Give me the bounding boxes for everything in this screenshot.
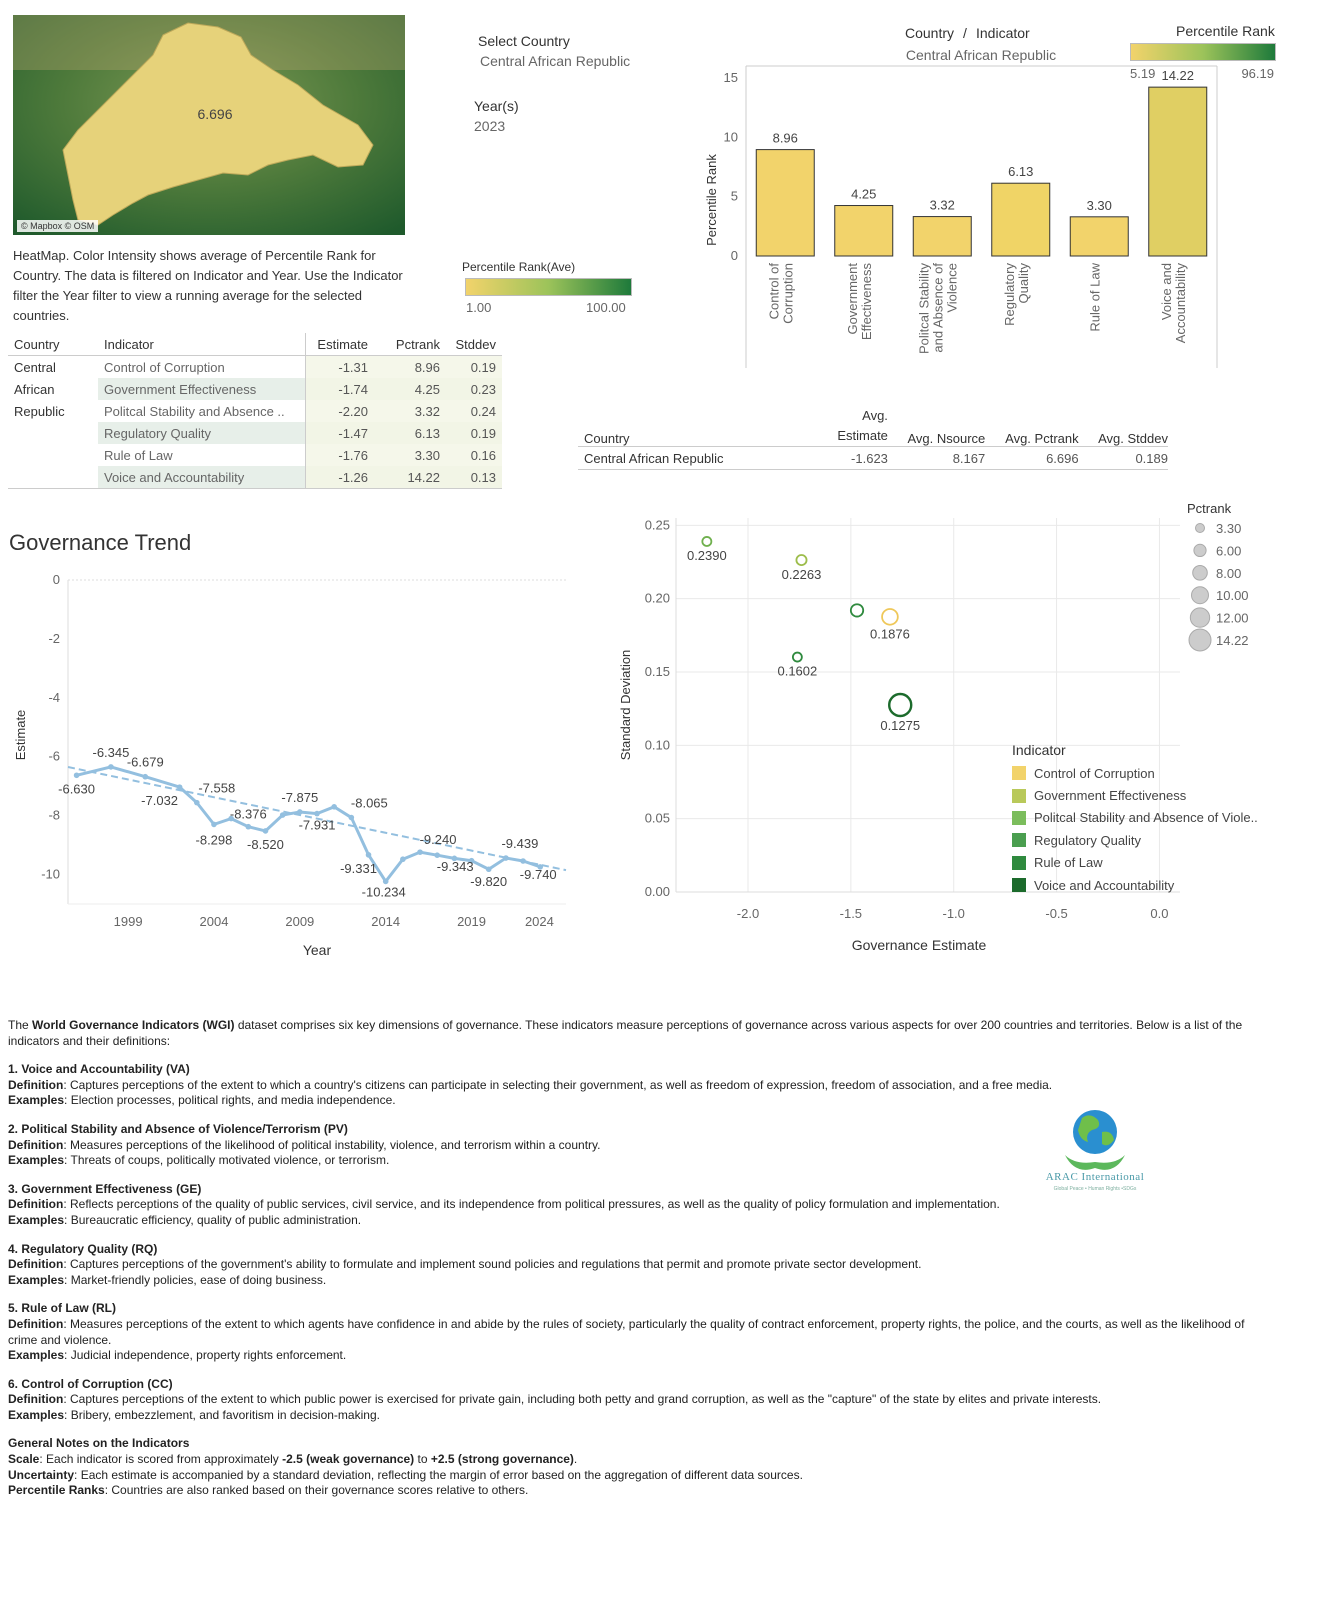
y-tick-label: 0.20 [644, 590, 670, 606]
stddev-cell: 0.13 [446, 466, 502, 489]
country-cell: Republic [14, 403, 65, 419]
y-tick-label: 5 [730, 188, 738, 204]
data-point[interactable] [280, 812, 286, 818]
country-filter-value[interactable]: Central African Republic [480, 53, 631, 69]
summary-pctrank: 6.696 [1046, 450, 1079, 466]
logo-tagline: Global Peace • Human Rights •SDGs [1053, 1186, 1137, 1192]
table-row[interactable] [8, 422, 502, 444]
legend-label: Voice and Accountability [1034, 877, 1175, 893]
x-tick-label: -1.0 [942, 906, 965, 921]
legend-label: Government Effectiveness [1034, 788, 1187, 804]
summary-row[interactable] [578, 447, 1168, 470]
bar-value-label: 3.32 [929, 197, 955, 213]
data-point[interactable] [297, 809, 303, 815]
estimate-cell: -1.76 [306, 444, 375, 466]
y-tick-label: 0.15 [644, 664, 670, 679]
data-label: -7.931 [298, 817, 336, 833]
x-tick-label: -0.5 [1045, 906, 1068, 921]
legend-swatch [1012, 878, 1026, 892]
estimate-cell: -1.47 [306, 422, 375, 444]
x-tick-label: 2019 [457, 914, 487, 929]
category-label: Voice and [1158, 263, 1174, 321]
y-tick-label: -8 [48, 807, 60, 823]
legend-item[interactable] [1012, 784, 1258, 806]
data-point[interactable] [74, 772, 80, 778]
y-tick-label: 10 [723, 129, 738, 145]
y-tick-label: -10 [41, 866, 60, 882]
country-filter-label: Select Country [478, 33, 570, 49]
summary-estimate: -1.623 [851, 450, 888, 466]
data-point[interactable] [400, 856, 406, 862]
data-label: -9.240 [419, 832, 457, 848]
data-point[interactable] [417, 849, 423, 855]
table-row[interactable] [8, 356, 502, 379]
size-legend-label: 6.00 [1216, 543, 1242, 559]
scale-note: Scale: Each indicator is scored from approximately -2.5 (weak governance) to +2.5 (strong governance). [8, 1452, 578, 1467]
legend-swatch [1012, 811, 1026, 825]
y-tick-label: 0.00 [644, 884, 670, 899]
table-header-row [8, 333, 502, 356]
data-point[interactable] [194, 800, 200, 806]
trend-xlabel: Year [302, 942, 332, 958]
size-legend-label: 3.30 [1216, 521, 1242, 536]
x-tick-label: 2014 [371, 914, 401, 929]
bar[interactable] [1070, 217, 1128, 256]
data-label: -9.439 [501, 836, 539, 852]
data-label: -7.032 [141, 793, 179, 809]
category-label: Government [844, 263, 860, 335]
data-point[interactable] [142, 774, 148, 780]
bar-ylabel: Percentile Rank [704, 154, 719, 246]
pctrank-cell: 4.25 [374, 378, 446, 400]
category-label: Corruption [780, 263, 796, 324]
table-row[interactable] [8, 444, 502, 466]
uncertainty-note: Uncertainty: Each estimate is accompanied by a standard deviation, reflecting the margin of error based on the aggregation of different data sources. [8, 1467, 803, 1482]
country-cell [8, 422, 98, 444]
bar-subheader: Central African Republic [905, 47, 1057, 63]
indicator-cell: Control of Corruption [104, 359, 225, 375]
y-tick-label: 0.10 [644, 737, 670, 753]
indicator-cell: Rule of Law [104, 447, 173, 463]
x-tick-label: -2.0 [736, 906, 760, 921]
scatter-ylabel: Standard Deviation [618, 649, 633, 761]
scatter-point[interactable] [702, 537, 711, 546]
heat-legend-max: 100.00 [586, 300, 626, 315]
data-label: -6.630 [58, 781, 96, 797]
percentile-note: Percentile Ranks: Countries are also ranked based on their governance scores relative to others. [8, 1483, 529, 1498]
trend-chart-panel [0, 560, 580, 970]
y-tick-label: 0.25 [644, 517, 670, 533]
category-label: Violence [944, 263, 960, 313]
data-point[interactable] [246, 824, 252, 830]
pctrank-cell: 8.96 [374, 356, 446, 379]
heat-legend-title: Percentile Rank(Ave) [462, 260, 576, 274]
category-label: Regulatory [1001, 263, 1017, 326]
y-tick-label: -4 [48, 689, 60, 705]
legend-item[interactable] [1012, 852, 1258, 874]
scatter-chart[interactable] [610, 500, 1310, 970]
summary-nsource: 8.167 [952, 450, 986, 466]
point-label: 0.1275 [880, 718, 921, 733]
legend-item[interactable] [1012, 829, 1258, 851]
size-legend-circle [1189, 629, 1211, 651]
category-label: Politcal Stability [916, 263, 932, 355]
indicator-cell: Politcal Stability and Absence .. [104, 403, 285, 419]
data-label: -9.740 [519, 866, 557, 882]
summary-country: Central African Republic [584, 450, 724, 466]
estimate-cell: -2.20 [306, 400, 375, 422]
country-cell [8, 444, 98, 466]
category-label: Effectiveness [858, 263, 874, 341]
y-tick-label: 0 [52, 572, 60, 587]
legend-swatch [1012, 856, 1026, 870]
pct-legend-max: 96.19 [1241, 66, 1274, 81]
scatter-point[interactable] [793, 653, 802, 662]
summary-table [578, 410, 1168, 470]
point-label: 0.2390 [686, 547, 727, 563]
bar-value-label: 8.96 [772, 130, 798, 146]
data-point[interactable] [520, 858, 526, 864]
x-tick-label: -1.5 [839, 906, 863, 921]
country-cell: Central [14, 359, 56, 375]
year-filter-label: Year(s) [474, 98, 519, 114]
bar-header-sep: / [963, 25, 967, 41]
legend-label: Rule of Law [1034, 855, 1103, 871]
data-point[interactable] [211, 822, 217, 828]
x-tick-label: 2004 [199, 914, 229, 929]
trend-ylabel: Estimate [13, 709, 28, 761]
bar[interactable] [1149, 87, 1207, 256]
country-cell: African [14, 381, 55, 397]
y-tick-label: 15 [723, 69, 738, 85]
summary-header-nsource[interactable]: Avg. Nsource [907, 431, 986, 446]
y-tick-label: -6 [48, 748, 60, 764]
data-point[interactable] [383, 879, 389, 885]
map-canvas [13, 15, 405, 235]
x-tick-label: 0.0 [1150, 906, 1169, 921]
size-legend-label: 10.00 [1216, 588, 1249, 604]
indicator-legend-title: Indicator [1012, 742, 1066, 758]
scatter-point[interactable] [796, 555, 806, 565]
pctrank-cell: 3.30 [374, 444, 446, 466]
data-point[interactable] [331, 804, 337, 810]
bar-header-right: Indicator [976, 25, 1030, 41]
bar[interactable] [756, 150, 814, 256]
table-row[interactable] [8, 466, 502, 489]
size-legend-circle [1192, 587, 1209, 604]
estimate-cell: -1.26 [306, 466, 375, 489]
size-legend-label: 14.22 [1216, 633, 1249, 648]
data-point[interactable] [349, 815, 355, 821]
column-header[interactable]: Indicator [98, 333, 306, 356]
data-label: -8.520 [247, 836, 284, 852]
data-label: -8.298 [195, 832, 233, 848]
indicator-definition-section: 1. Voice and Accountability (VA) Definition: Captures perceptions of the extent to which a country's citizens can participate in selecting their government, as well as freedom of expression, freedom of association, and a free media. Examples: Election processes, political rights, and media independence. [8, 1062, 1053, 1108]
map-attribution[interactable]: © Mapbox © OSM [17, 220, 98, 232]
logo-name: ARAC International [1045, 1171, 1145, 1183]
data-point[interactable] [263, 828, 269, 834]
size-legend-circle [1194, 544, 1206, 556]
legend-swatch [1012, 789, 1026, 803]
trend-chart[interactable] [0, 560, 580, 970]
data-label: -10.234 [361, 884, 406, 900]
data-label: -6.345 [92, 744, 130, 760]
point-label: 0.2263 [781, 567, 822, 583]
pct-legend-title: Percentile Rank [1176, 23, 1275, 39]
wgi-description [8, 1018, 1268, 1499]
scatter-point[interactable] [889, 694, 911, 716]
category-label: Rule of Law [1087, 263, 1103, 332]
table-row[interactable] [8, 400, 502, 422]
size-legend-label: 8.00 [1216, 565, 1242, 581]
x-tick-label: 2009 [285, 914, 315, 929]
legend-swatch [1012, 833, 1026, 847]
indicator-definition-section: 6. Control of Corruption (CC) Definition: Captures perceptions of the extent to which public power is exercised for private gain, including both petty and grand corruption, as well as the "capture" of the state by elites and private interests. Examples: Bribery, embezzlement, and favoritism in decision-making. [8, 1376, 1102, 1422]
pct-legend-gradient [1130, 43, 1276, 61]
estimate-cell: -1.74 [306, 378, 375, 400]
data-label: -9.343 [436, 859, 474, 875]
summary-header-estimate[interactable]: Avg. Estimate [837, 408, 888, 443]
scatter-point[interactable] [851, 604, 863, 616]
bar-value-label: 14.22 [1161, 68, 1195, 84]
bar[interactable] [913, 217, 971, 256]
legend-item[interactable] [1012, 762, 1258, 784]
year-filter-value[interactable]: 2023 [474, 118, 506, 134]
summary-header-stddev[interactable]: Avg. Stddev [1098, 431, 1168, 446]
indicator-definition-section: 4. Regulatory Quality (RQ) Definition: Captures perceptions of the government's ability to formulate and implement sound policies and regulations that permit and promote private sector development. Examples: Market-friendly policies, ease of doing business. [8, 1241, 922, 1287]
category-label: Quality [1015, 263, 1031, 304]
data-label: -8.065 [350, 795, 388, 811]
scatter-xlabel: Governance Estimate [851, 937, 987, 953]
legend-label: Politcal Stability and Absence of Viole.. [1034, 810, 1258, 826]
bar[interactable] [835, 206, 893, 256]
heatmap-description: HeatMap. Color Intensity shows average of Percentile Rank for Country. The data is filtered on Indicator and Year. Use the Indicator filter the Year filter to view a running average for the selected countries. [13, 248, 403, 323]
estimate-cell: -1.31 [306, 356, 375, 379]
scatter-point[interactable] [882, 609, 898, 625]
bar-value-label: 6.13 [1008, 164, 1034, 180]
heat-legend-gradient [465, 278, 632, 296]
indicator-definition-section: 2. Political Stability and Absence of Violence/Terrorism (PV) Definition: Measures perceptions of the likelihood of political instability, violence, and terrorism within a country. Examples: Threats of coups, politically motivated violence, or terrorism. [8, 1121, 601, 1168]
stddev-cell: 0.19 [446, 422, 502, 444]
column-header[interactable]: Pctrank [374, 333, 446, 356]
data-point[interactable] [177, 784, 183, 790]
intro-paragraph: The World Governance Indicators (WGI) dataset comprises six key dimensions of governance. These indicators measure perceptions of governance across various aspects for over 200 countries and territories. Below is a list of the indicators and their definitions: [8, 1018, 1243, 1048]
column-header[interactable]: Estimate [306, 333, 375, 356]
stddev-cell: 0.23 [446, 378, 502, 400]
indicator-table [8, 333, 502, 489]
indicator-cell: Regulatory Quality [98, 422, 306, 444]
data-label: -9.331 [340, 860, 377, 876]
summary-stddev: 0.189 [1135, 450, 1168, 466]
size-legend-label: 12.00 [1216, 610, 1249, 626]
data-point[interactable] [486, 866, 492, 872]
stddev-cell: 0.24 [446, 400, 502, 422]
stddev-cell: 0.19 [446, 356, 502, 379]
summary-header-country[interactable]: Country [584, 431, 630, 446]
y-tick-label: -2 [48, 630, 60, 646]
y-tick-label: 0.05 [644, 810, 670, 826]
bar-value-label: 3.30 [1086, 197, 1112, 213]
data-label: -6.679 [126, 754, 164, 770]
table-row[interactable] [8, 378, 502, 400]
point-label: 0.1602 [777, 663, 818, 679]
country-cell [8, 466, 98, 489]
map-value-label: 6.696 [197, 106, 233, 122]
notes-title: General Notes on the Indicators [8, 1436, 190, 1451]
legend-label: Control of Corruption [1034, 765, 1155, 781]
point-label: 0.1876 [870, 626, 910, 642]
data-label: -7.558 [198, 780, 236, 796]
legend-label: Regulatory Quality [1034, 832, 1141, 848]
pctrank-cell: 3.32 [374, 400, 446, 422]
category-label: and Absence of [930, 263, 946, 353]
bar-header-left: Country [904, 25, 954, 41]
summary-header-pctrank[interactable]: Avg. Pctrank [1005, 431, 1079, 446]
size-legend-circle [1190, 608, 1209, 627]
category-label: Control of [766, 263, 782, 320]
scatter-chart-panel [610, 500, 1310, 970]
heatmap-map[interactable] [13, 15, 405, 235]
data-point[interactable] [366, 852, 372, 858]
legend-item[interactable] [1012, 874, 1258, 896]
legend-swatch [1012, 766, 1026, 780]
category-label: Accountability [1172, 263, 1188, 344]
indicator-cell: Government Effectiveness [98, 378, 306, 400]
size-legend-circle [1193, 566, 1208, 581]
pctrank-cell: 14.22 [374, 466, 446, 489]
indicator-color-legend [1012, 742, 1258, 896]
indicator-cell: Voice and Accountability [98, 466, 306, 489]
column-header[interactable]: Stddev [446, 333, 502, 356]
y-tick-label: 0 [730, 248, 738, 263]
heat-legend-min: 1.00 [466, 300, 492, 315]
data-label: -7.875 [281, 789, 319, 805]
data-point[interactable] [434, 852, 440, 858]
bar-chart[interactable] [700, 18, 1300, 378]
data-point[interactable] [503, 855, 509, 861]
pctrank-cell: 6.13 [374, 422, 446, 444]
pct-legend-min: 5.19 [1130, 66, 1156, 81]
legend-item[interactable] [1012, 807, 1258, 829]
size-legend-circle [1196, 524, 1205, 533]
data-label: -8.376 [229, 806, 267, 822]
bar[interactable] [992, 183, 1050, 256]
data-point[interactable] [108, 764, 114, 770]
bar-chart-panel [700, 18, 1300, 378]
indicator-definition-section: 3. Government Effectiveness (GE) Definition: Reflects perceptions of the quality of public services, civil service, and its independence from political pressures, as well as the quality of policy formulation and implementation. Examples: Bureaucratic efficiency, quality of public administration. [8, 1181, 1000, 1227]
data-point[interactable] [314, 811, 320, 817]
trend-title: Governance Trend [9, 530, 192, 555]
column-header[interactable]: Country [8, 333, 98, 356]
stddev-cell: 0.16 [446, 444, 502, 466]
size-legend-title: Pctrank [1187, 501, 1232, 516]
indicator-definition-section: 5. Rule of Law (RL) Definition: Measures perceptions of the extent to which agents have confidence in and abide by the rules of society, particularly the quality of contract enforcement, property rights, the police, and the courts, as well as the likelihood of crime and violence. Examples: Judicial independence, property rights enforcement. [8, 1301, 1245, 1363]
x-tick-label: 2024 [524, 914, 554, 929]
data-label: -9.820 [470, 874, 508, 890]
bar-value-label: 4.25 [851, 186, 877, 202]
x-tick-label: 1999 [113, 914, 143, 929]
